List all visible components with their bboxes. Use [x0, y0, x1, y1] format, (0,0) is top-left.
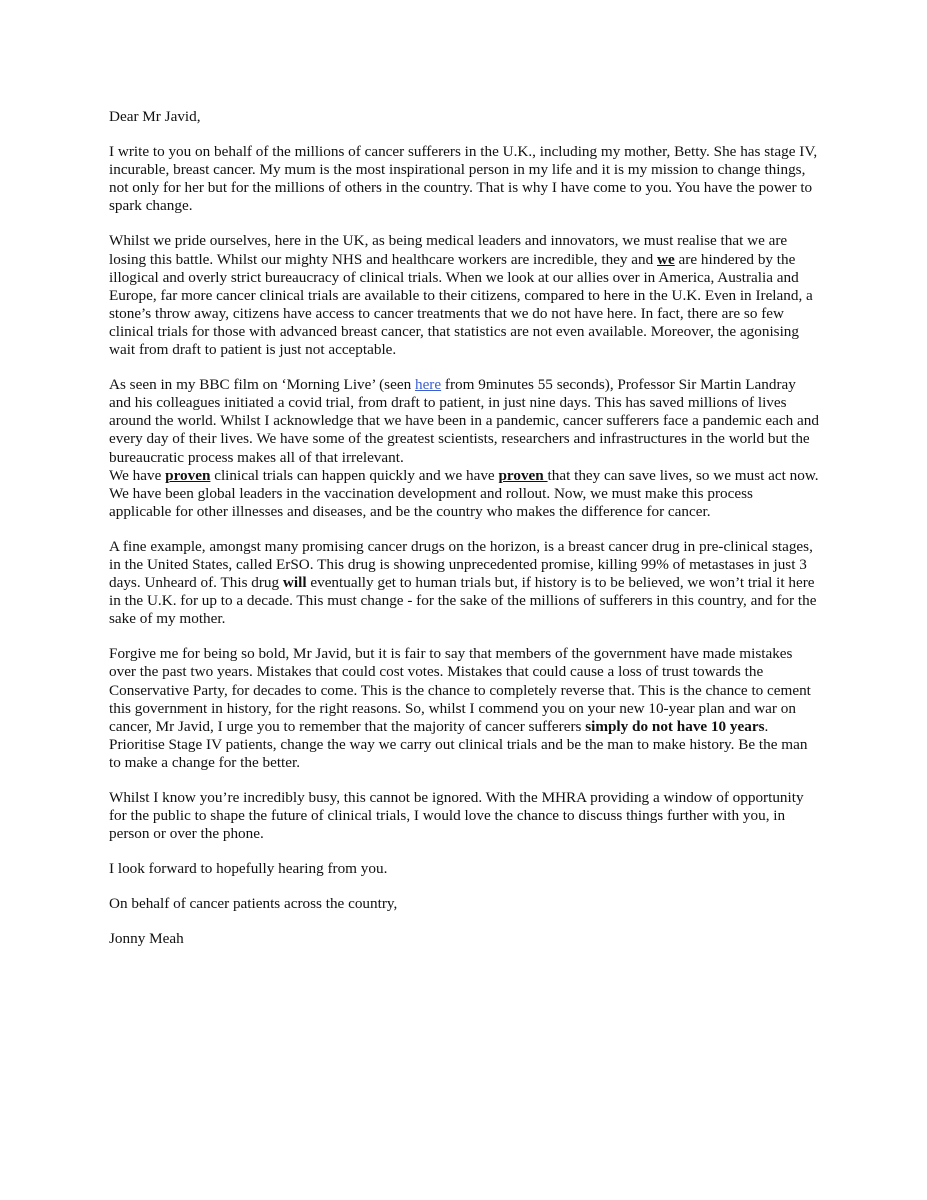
paragraph-4-text-a: We have — [109, 466, 166, 484]
paragraph-2 — [109, 232, 819, 359]
paragraph-3 — [109, 376, 819, 466]
paragraph-5-text-a: A fine example, amongst many promising cancer drugs on the horizon, is a breast cancer drug in pre-clinical stages, in the United States, called ErSO. This drug is showing unprecedented promise, killing 99% of metastases in just 3 days. Unheard of. This drug — [109, 537, 813, 592]
video-link[interactable]: here — [414, 376, 442, 394]
emphasis-ten-years: simply do not have 10 years — [585, 717, 765, 735]
salutation: Dear Mr Javid, — [109, 108, 201, 125]
paragraph-8: I look forward to hopefully hearing from you. — [109, 860, 388, 878]
emphasis-proven-1: proven — [165, 466, 211, 484]
emphasis-we: we — [657, 250, 675, 268]
paragraph-6 — [109, 645, 819, 772]
closing-line: On behalf of cancer patients across the country, — [109, 895, 398, 913]
letter-body — [109, 108, 819, 966]
paragraph-6-text-c: . Prioritise Stage IV patients, change the way we carry out clinical trials and be the man to make history. Be the man to make a change for the better. — [109, 717, 808, 771]
paragraph-1: I write to you on behalf of the millions of cancer sufferers in the U.K., including my mother, Betty. She has stage IV, incurable, breast cancer. My mum is the most inspirational person in my life and it is my mission to change things, not only for her but for the millions of others in the country. That is why I have come to you. You have the power to spark change. — [109, 143, 818, 215]
paragraph-7: Whilst I know you’re incredibly busy, this cannot be ignored. With the MHRA providing a window of opportunity for the public to shape the future of clinical trials, I would love the chance to discuss things further with you, in person or over the phone. — [109, 789, 804, 843]
paragraph-5-text-c: eventually get to human trials but, if history is to be believed, we won’t trial it here in the U.K. for up to a decade. This must change - for the sake of the millions of sufferers in this country, and for the sake of my mother. — [109, 574, 817, 628]
paragraph-2-text-c: are hindered by the illogical and overly strict bureaucracy of clinical trials. When we look at our allies over in America, Australia and Europe, far more cancer clinical trials are available to their citizens, compared to here in the U.K. Even in Ireland, a stone’s throw away, citizens have access to cancer treatments that we do not have here. In fact, there are so few clinical trials for those with advanced breast cancer, that statistics are not even available. Moreover, the agonising wait from draft to patient is just not acceptable. — [109, 250, 813, 359]
paragraph-4 — [109, 467, 819, 521]
paragraph-3-text-a: As seen in my BBC film on ‘Morning Live’ (seen — [109, 376, 415, 394]
signature: Jonny Meah — [109, 930, 184, 948]
paragraph-4-text-e: that they can save lives, so we must act now. We have been global leaders in the vaccination development and rollout. Now, we must make this process applicable for other illnesses and diseases, and be the country who makes the difference for cancer. — [109, 466, 819, 520]
emphasis-will: will — [282, 574, 307, 592]
paragraph-3-text-b: from 9minutes 55 seconds), Professor Sir Martin Landray and his colleagues initiated a covid trial, from draft to patient, in just nine days. This has saved millions of lives around the world. Whilst I acknowledge that we have been in a pandemic, cancer sufferers face a pandemic each and every day of their lives. We have some of the greatest scientists, researchers and infrastructures in the world but the bureaucratic process makes all of that irrelevant. — [109, 376, 819, 466]
paragraph-6-text-a: Forgive me for being so bold, Mr Javid, but it is fair to say that members of the government have made mistakes over the past two years. Mistakes that could cost votes. Mistakes that could cause a loss of trust towards the Conservative Party, for decades to come. This is the chance to completely reverse that. This is the chance to cement this government in history, for the right reasons. So, whilst I commend you on your new 10-year plan and war on cancer, Mr Javid, I urge you to remember that the majority of cancer sufferers — [109, 645, 811, 735]
paragraph-4-text-c: clinical trials can happen quickly and we have — [210, 466, 499, 484]
paragraph-5 — [109, 538, 819, 628]
emphasis-proven-2: proven — [498, 466, 548, 484]
paragraph-2-text-a: Whilst we pride ourselves, here in the UK, as being medical leaders and innovators, we must realise that we are losing this battle. Whilst our mighty NHS and healthcare workers are incredible, they and — [109, 232, 788, 268]
